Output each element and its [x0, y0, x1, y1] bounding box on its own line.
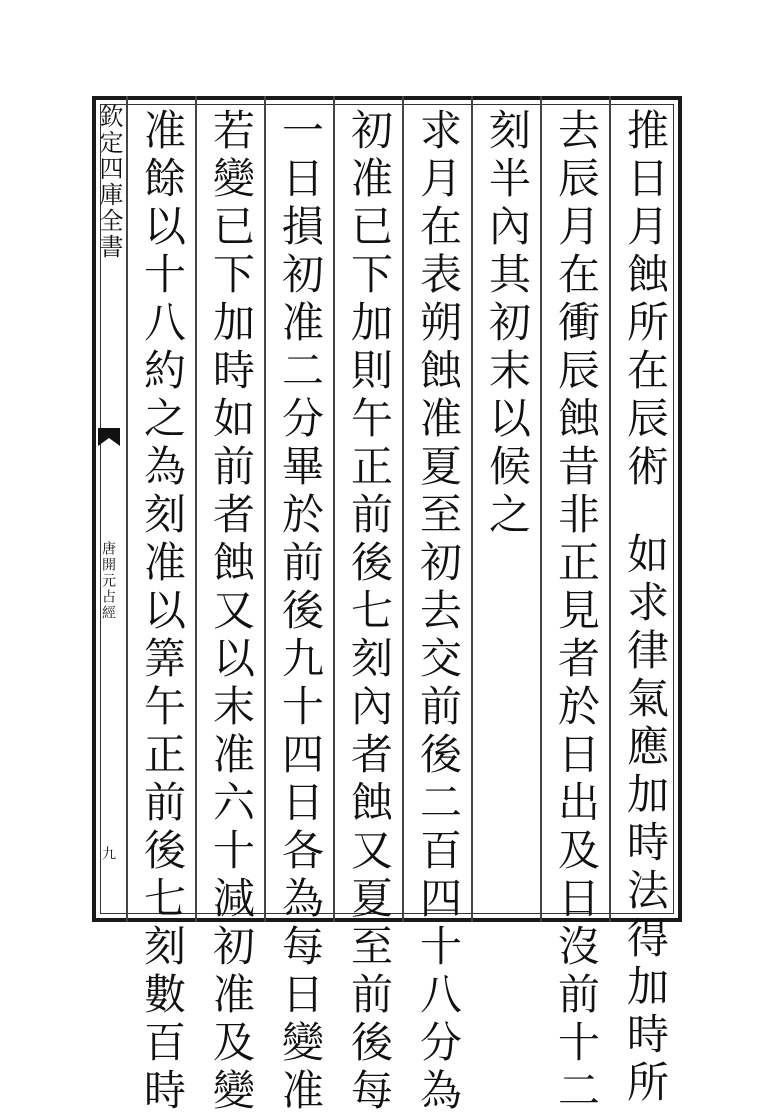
text-column-3: 刻半內其初末以候之 [483, 108, 532, 540]
column-rule [333, 96, 335, 922]
column-rule [402, 96, 404, 922]
column-rule [195, 96, 197, 922]
text-column-1 [617, 108, 673, 1108]
text-column-7: 若變已下加時如前者蝕又以末准六十減初准及變 [207, 108, 256, 1116]
annotation-text: 如求律氣應加時法得加時所 [621, 532, 670, 1108]
column-rule [471, 96, 473, 922]
section-title: 唐開元占經 [100, 541, 116, 621]
column-rule [264, 96, 266, 922]
page-number: 九 [100, 846, 116, 860]
text-column-6: 一日損初准二分畢於前後九十四日各為每日變准 [276, 108, 325, 1116]
text-column-2: 去辰月在衝辰蝕昔非正見者於日出及日沒前十二 [552, 108, 601, 1116]
book-title: 欽定四庫全書 [95, 104, 123, 260]
text-column-8: 准餘以十八約之為刻准以筭午正前後七刻數百時 [138, 108, 187, 1116]
column-rule [609, 96, 611, 922]
column-rule [540, 96, 542, 922]
block-center-column [92, 96, 126, 922]
section-heading: 推日月蝕所在辰術 [621, 108, 670, 492]
text-column-5: 初准已下加則午正前後七刻內者蝕又夏至前後每 [345, 108, 394, 1116]
fishtail-mark-icon [97, 426, 121, 448]
column-rule [126, 96, 128, 922]
text-column-4: 求月在表朔蝕准夏至初去交前後二百四十八分為 [414, 108, 463, 1116]
